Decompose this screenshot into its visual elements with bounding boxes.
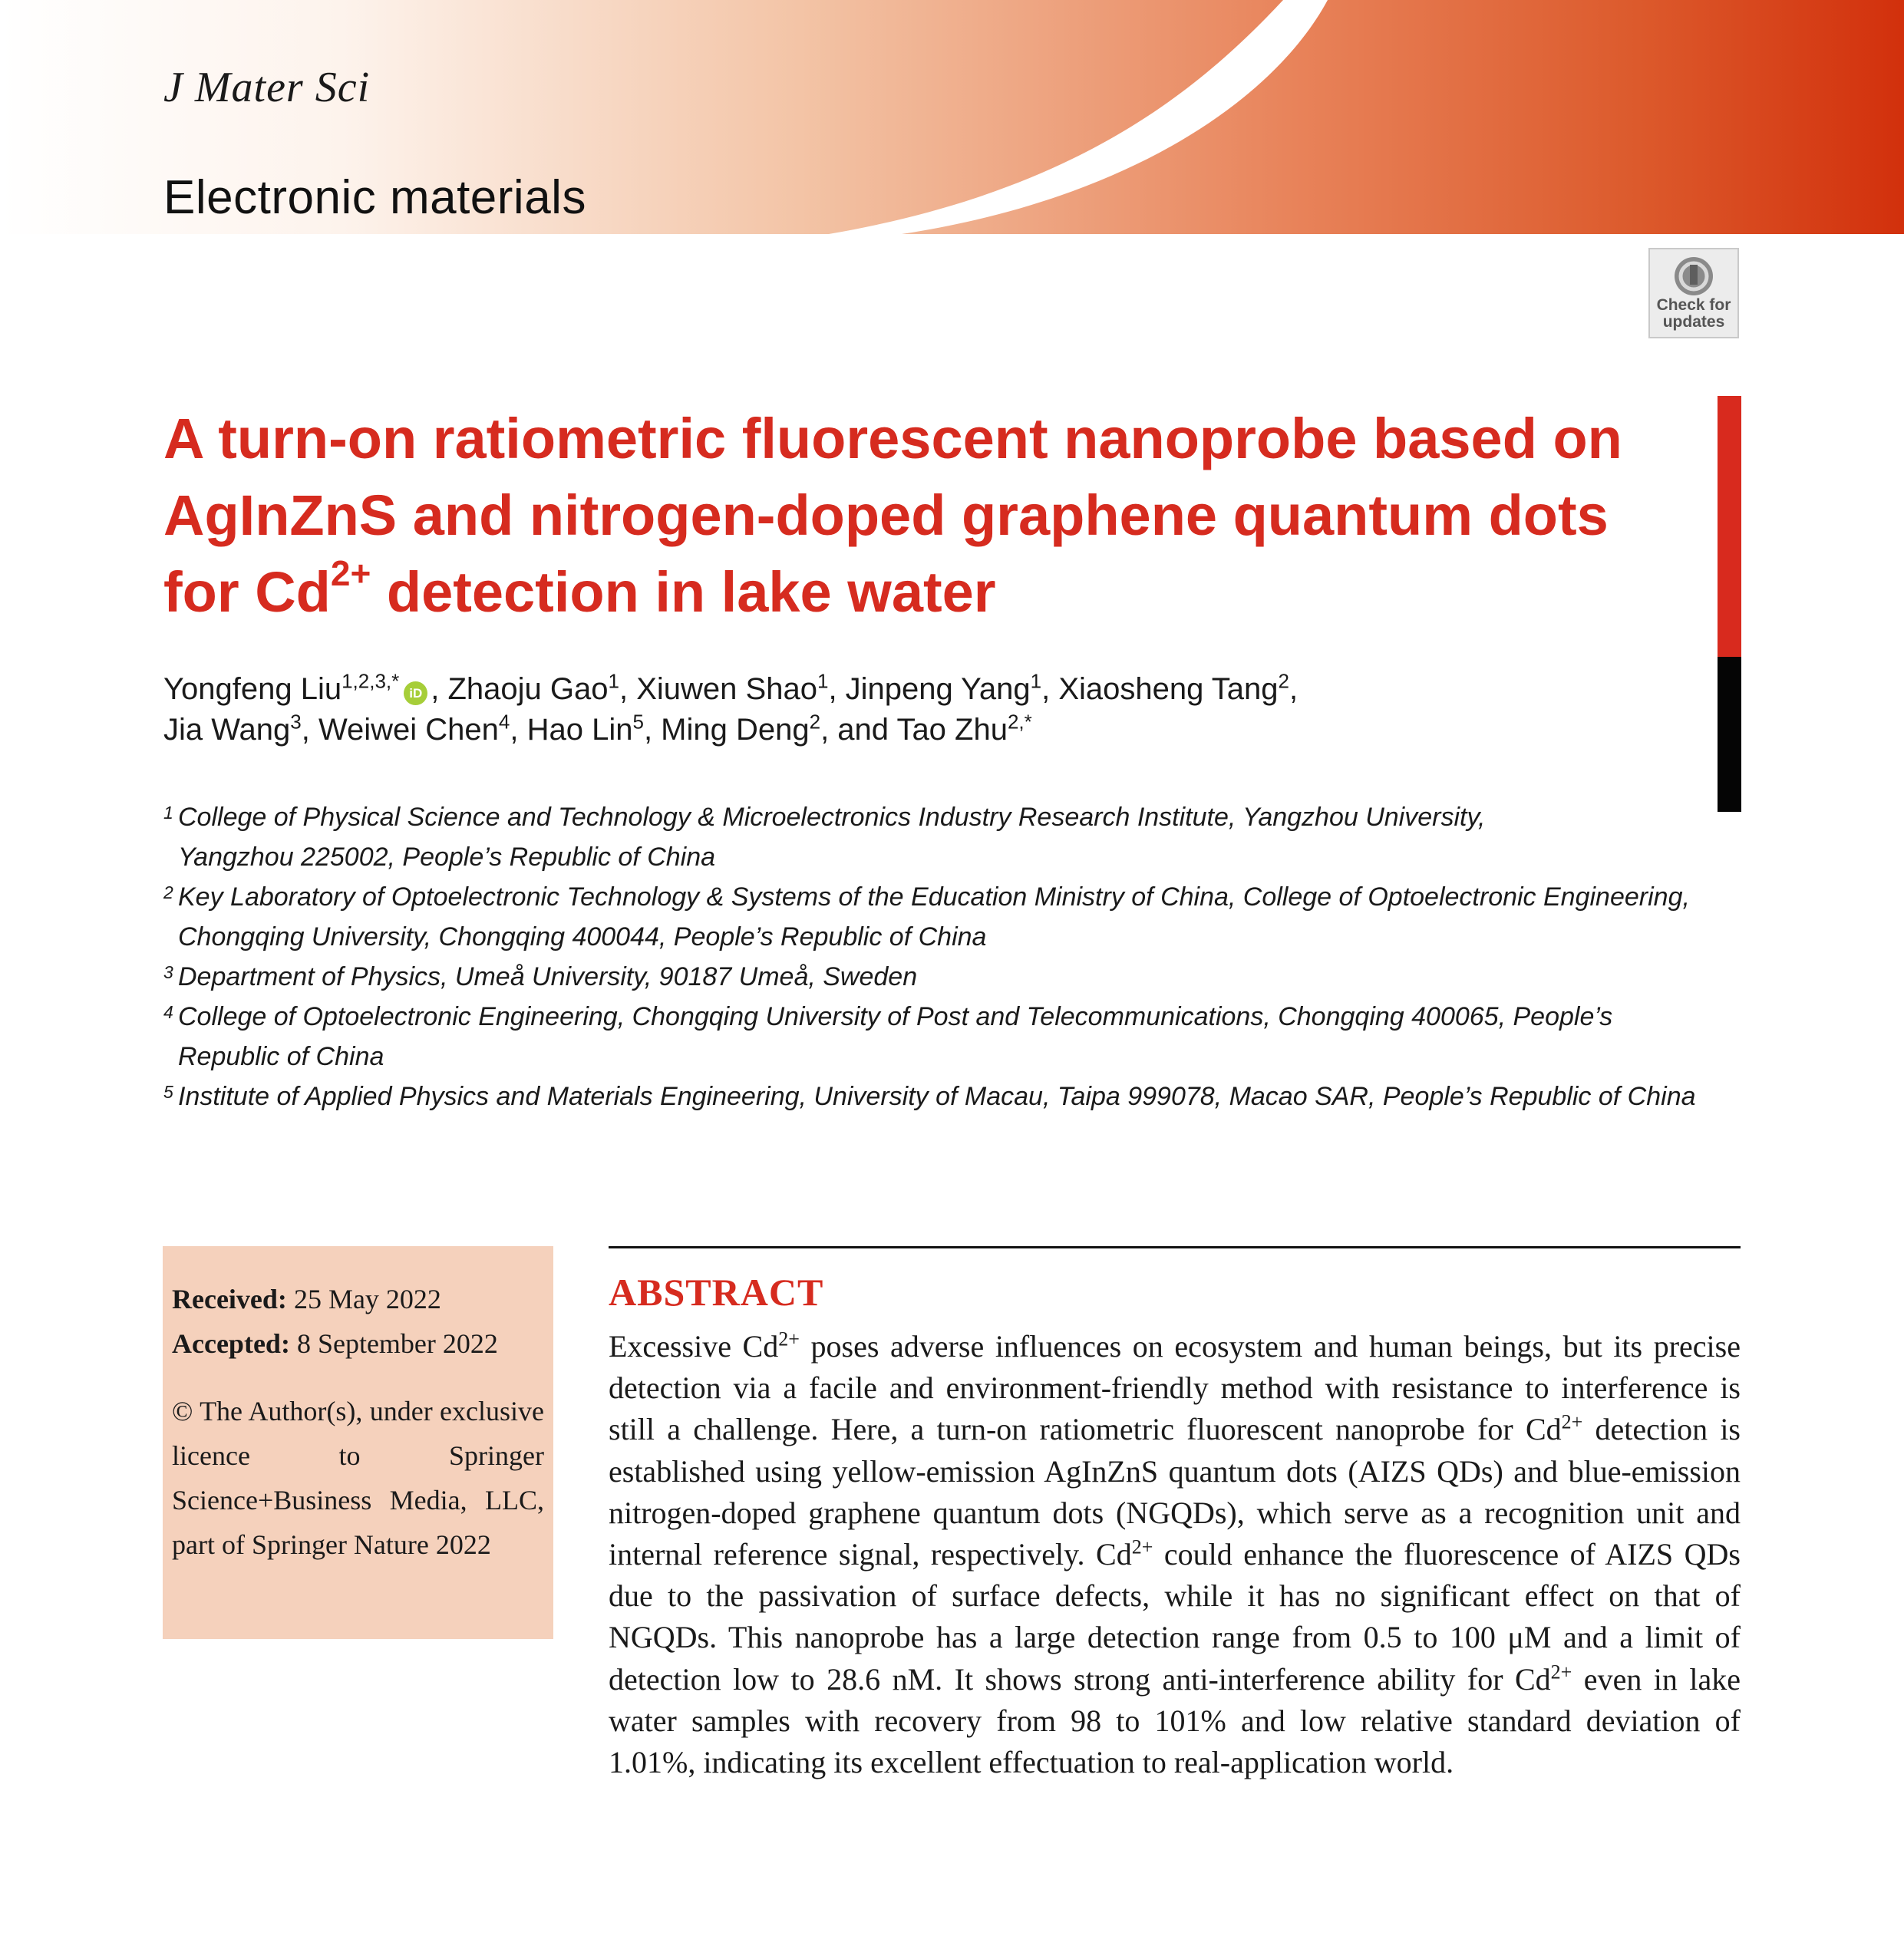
affiliation-line: Republic of China [178, 1042, 384, 1071]
affiliation-number: 1 [163, 803, 173, 823]
affiliation-line: Yangzhou 225002, People’s Republic of China [178, 843, 716, 872]
author-name[interactable]: Xiaosheng Tang [1058, 672, 1279, 706]
title-text-part2: detection in lake water [371, 560, 996, 624]
affiliation-line: College of Physical Science and Technology & Microelectronics Industry Research Institute, Yangzhou University, [178, 803, 1486, 832]
abstract-top-rule [609, 1246, 1741, 1248]
abstract-segment: even in lake water samples with recovery from 98 to 101% and low relative standard deviation of 1.01%, indicating its excellent effectuation to real-application world. [609, 1661, 1741, 1780]
author-name[interactable]: Yongfeng Liu [163, 672, 342, 706]
author-affil: 2,* [1007, 710, 1032, 734]
author-separator: , [510, 713, 527, 747]
affiliation-line: Department of Physics, Umeå University, 90187 Umeå, Sweden [178, 962, 918, 991]
journal-name: J Mater Sci [163, 64, 371, 111]
check-for-updates-line1: Check for [1656, 296, 1731, 314]
accepted-label: Accepted: [172, 1328, 290, 1359]
affiliation-item [163, 797, 1721, 877]
author-name[interactable]: Hao Lin [526, 713, 633, 747]
author-affil: 2 [1278, 669, 1289, 693]
author-separator: , and [820, 713, 897, 747]
abstract-text [609, 1326, 1741, 1783]
affiliation-item [163, 997, 1721, 1077]
received-row [172, 1277, 544, 1321]
author-name[interactable]: Jia Wang [163, 713, 291, 747]
author-name[interactable]: Jinpeng Yang [845, 672, 1031, 706]
affiliation-number: 3 [163, 962, 173, 982]
abstract-segment: could enhance the fluorescence of AIZS QDs due to the passivation of surface defects, while it has no significant effect on that of NGQDs. This nanoprobe has a large detection range from 0.5 to 100 μM and a limit of detection low to 28.6 nM. It shows strong anti-interference ability for Cd [609, 1537, 1741, 1697]
affiliation-line: Institute of Applied Physics and Materials Engineering, University of Macau, Taipa 999078, Macao SAR, People’s Republic of China [178, 1082, 1696, 1111]
title-superscript: 2+ [330, 553, 371, 594]
affiliation-item [163, 1077, 1721, 1116]
check-for-updates-line2: updates [1662, 313, 1725, 331]
author-affil: 1 [817, 669, 829, 693]
author-affil: 1 [1030, 669, 1042, 693]
affiliation-number: 2 [163, 882, 173, 902]
author-affil: 3 [290, 710, 302, 734]
copyright-notice [172, 1389, 544, 1567]
abstract-segment: detection is established using yellow-emission AgInZnS quantum dots (AIZS QDs) and blue-emission nitrogen-doped graphene quantum dots (NGQDs), which serve as a recognition unit and internal reference signal, respectively. Cd [609, 1412, 1741, 1572]
affiliation-line: Chongqing University, Chongqing 400044, People’s Republic of China [178, 922, 987, 951]
author-name[interactable]: Xiuwen Shao [636, 672, 817, 706]
abstract-heading: ABSTRACT [609, 1271, 824, 1314]
author-name[interactable]: Tao Zhu [896, 713, 1008, 747]
check-for-updates-badge[interactable] [1648, 248, 1739, 338]
article-info-box [163, 1246, 553, 1639]
author-list: Yongfeng Liu$^{1,2,3,*}$iD , Zhaoju Gao$^1$, Xiuwen Shao$^1$, Jinpeng Yang$^1$, Xiaosheng Tang$^2$, Jia Wang$^3$, Weiwei Chen$^4$, Hao Lin$^5$, Ming Deng$^2$, and Tao Zhu$^{2,*}$ [163, 669, 1298, 747]
author-affil: 1 [608, 669, 619, 693]
article-title [163, 401, 1698, 631]
author-affil: 2 [809, 710, 821, 734]
affiliation-line: College of Optoelectronic Engineering, Chongqing University of Post and Telecommunications, Chongqing 400065, People’s [178, 1002, 1613, 1031]
affiliation-item [163, 957, 1721, 997]
check-for-updates-icon [1673, 256, 1714, 297]
received-date: 25 May 2022 [293, 1284, 441, 1314]
affiliation-number: 5 [163, 1082, 173, 1102]
author-affil: 4 [498, 710, 510, 734]
affiliation-item [163, 877, 1721, 957]
received-label: Received: [172, 1284, 287, 1314]
author-separator: , [643, 713, 662, 747]
side-accent-bar-red [1718, 396, 1741, 657]
author-affil: 1,2,3,* [342, 669, 400, 693]
author-name[interactable]: Ming Deng [661, 713, 810, 747]
author-separator: , [619, 672, 637, 706]
author-separator: , [301, 713, 318, 747]
abstract-segment: poses adverse influences on ecosystem and human beings, but its precise detection via a facile and environment-friendly method with resistance to interference is still a challenge. Here, a turn-on ratiometric fluorescent nanoprobe for Cd [609, 1329, 1741, 1447]
abstract-superscript: 2+ [1131, 1535, 1153, 1558]
orcid-icon[interactable]: iD [404, 681, 427, 705]
article-dates [172, 1277, 544, 1366]
abstract-superscript: 2+ [1561, 1411, 1583, 1434]
accepted-row [172, 1321, 544, 1366]
affiliation-list [163, 797, 1721, 1116]
affiliation-number: 4 [163, 1002, 173, 1022]
author-name[interactable]: Zhaoju Gao [447, 672, 609, 706]
accepted-date: 8 September 2022 [296, 1328, 498, 1359]
author-separator: , [431, 672, 448, 706]
author-affil: 5 [632, 710, 644, 734]
author-name[interactable]: Weiwei Chen [318, 713, 499, 747]
title-text-part1: A turn-on ratiometric fluorescent nanoprobe based on AgInZnS and nitrogen-doped graphene quantum dots for Cd [163, 407, 1622, 624]
abstract-segment: Excessive Cd [609, 1329, 779, 1364]
affiliation-line: Key Laboratory of Optoelectronic Technology & Systems of the Education Ministry of China, College of Optoelectronic Engineering, [178, 882, 1690, 912]
side-accent-bar-black [1718, 657, 1741, 812]
section-title: Electronic materials [163, 171, 586, 224]
author-separator: , [1041, 672, 1059, 706]
author-separator: , [828, 672, 846, 706]
copyright-icon: © [172, 1396, 193, 1426]
copyright-text: The Author(s), under exclusive licence to Springer Science+Business Media, LLC, part of Springer Nature 2022 [172, 1396, 544, 1560]
abstract-superscript: 2+ [1550, 1661, 1572, 1684]
abstract-superscript: 2+ [778, 1327, 800, 1351]
